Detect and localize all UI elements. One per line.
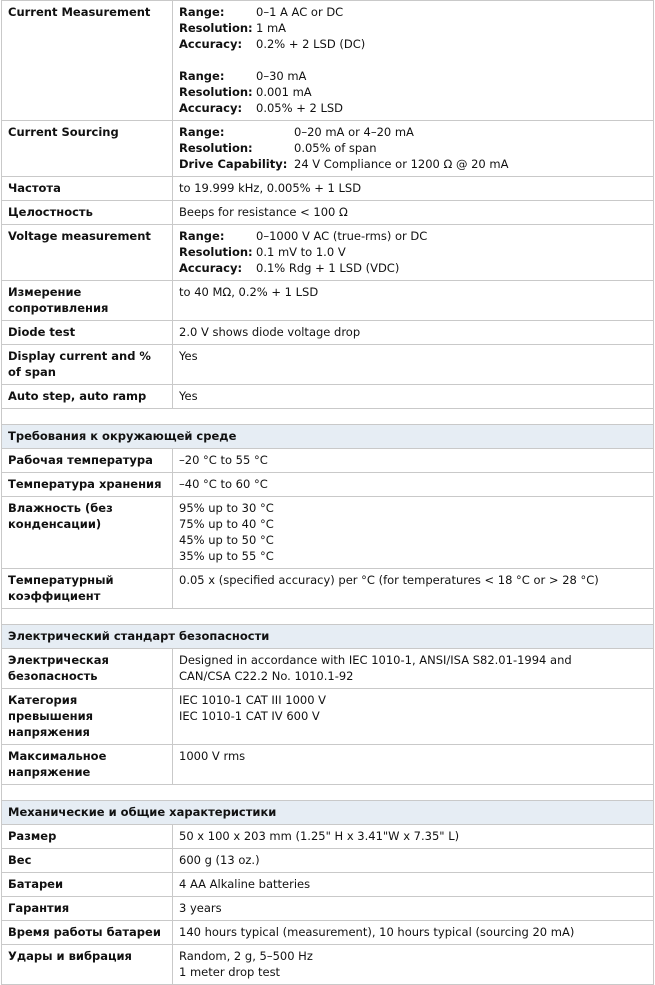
param-value: 0–1000 V AC (true-rms) or DC <box>256 229 428 243</box>
spec-param <box>179 36 647 52</box>
spec-label: Время работы батареи <box>2 921 173 945</box>
spec-value <box>173 473 654 497</box>
value-line: 95% up to 30 °C <box>179 501 274 515</box>
spec-value <box>173 449 654 473</box>
spec-label: Вес <box>2 849 173 873</box>
spec-param <box>179 228 647 244</box>
value-line: 75% up to 40 °C <box>179 517 274 531</box>
value-line: Yes <box>179 389 198 403</box>
spec-param <box>179 84 647 100</box>
spec-param <box>179 68 647 84</box>
spec-row <box>2 873 654 897</box>
spec-label: Частота <box>2 177 173 201</box>
spec-row <box>2 449 654 473</box>
param-key: Drive Capability: <box>179 157 288 171</box>
spec-label: Display current and % of span <box>2 345 173 385</box>
value-line: IEC 1010-1 CAT IV 600 V <box>179 709 320 723</box>
spec-label: Максимальное напряжение <box>2 745 173 785</box>
spec-row <box>2 649 654 689</box>
spec-value <box>173 497 654 569</box>
param-key: Accuracy: <box>179 101 243 115</box>
spec-row <box>2 849 654 873</box>
param-value: 0.1% Rdg + 1 LSD (VDC) <box>256 261 400 275</box>
param-value: 0.1 mV to 1.0 V <box>256 245 346 259</box>
param-key: Resolution: <box>179 85 253 99</box>
spec-param <box>179 20 647 36</box>
spec-table <box>1 0 654 985</box>
spec-label: Категория превышения напряжения <box>2 689 173 745</box>
spec-value <box>173 177 654 201</box>
param-key: Range: <box>179 229 225 243</box>
param-value: 0–30 mA <box>256 69 307 83</box>
spec-label: Current Sourcing <box>2 121 173 177</box>
spec-param <box>179 100 647 116</box>
spec-row <box>2 473 654 497</box>
value-line: Random, 2 g, 5–500 Hz <box>179 949 313 963</box>
spec-value <box>173 825 654 849</box>
spec-value <box>173 569 654 609</box>
spec-row <box>2 321 654 345</box>
spec-row <box>2 345 654 385</box>
section-header <box>2 625 654 649</box>
spec-value <box>173 689 654 745</box>
spec-param <box>179 260 647 276</box>
param-value: 1 mA <box>256 21 287 35</box>
param-value: 0–1 A AC or DC <box>256 5 344 19</box>
spec-value <box>173 745 654 785</box>
spec-label: Электрическая безопасность <box>2 649 173 689</box>
spec-value <box>173 873 654 897</box>
value-line: 600 g (13 oz.) <box>179 853 260 867</box>
spec-label: Температурный коэффициент <box>2 569 173 609</box>
value-line: 140 hours typical (measurement), 10 hours typical (sourcing 20 mA) <box>179 925 575 939</box>
value-line: 4 AA Alkaline batteries <box>179 877 311 891</box>
value-line: Designed in accordance with IEC 1010-1, ANSI/ISA S82.01-1994 and <box>179 653 572 667</box>
value-line: to 40 MΩ, 0.2% + 1 LSD <box>179 285 319 299</box>
section-title: Электрический стандарт безопасности <box>2 625 654 649</box>
spec-value <box>173 945 654 985</box>
spec-param <box>179 156 647 172</box>
spec-value <box>173 897 654 921</box>
param-value: 24 V Compliance or 1200 Ω @ 20 mA <box>294 157 509 171</box>
spec-row <box>2 121 654 177</box>
spec-label: Целостность <box>2 201 173 225</box>
param-key: Accuracy: <box>179 37 243 51</box>
spacer-cell <box>2 409 654 425</box>
spec-label: Auto step, auto ramp <box>2 385 173 409</box>
spec-value <box>173 1 654 121</box>
spec-value <box>173 281 654 321</box>
spec-row <box>2 745 654 785</box>
spec-row <box>2 569 654 609</box>
spec-value <box>173 321 654 345</box>
spec-param <box>179 4 647 20</box>
spec-param <box>179 124 647 140</box>
value-line: Yes <box>179 349 198 363</box>
spec-label: Температура хранения <box>2 473 173 497</box>
value-line: –40 °C to 60 °C <box>179 477 268 491</box>
spec-row <box>2 945 654 985</box>
section-header <box>2 425 654 449</box>
value-line: 35% up to 55 °C <box>179 549 274 563</box>
spacer-cell <box>2 785 654 801</box>
spacer-cell <box>2 609 654 625</box>
param-value: 0.05% of span <box>294 141 377 155</box>
value-line: 3 years <box>179 901 222 915</box>
spec-value <box>173 385 654 409</box>
param-key: Range: <box>179 125 225 139</box>
param-key: Resolution: <box>179 245 253 259</box>
spec-value <box>173 921 654 945</box>
spec-value <box>173 849 654 873</box>
value-line: –20 °C to 55 °C <box>179 453 268 467</box>
spec-row <box>2 1 654 121</box>
spec-row <box>2 225 654 281</box>
section-spacer <box>2 785 654 801</box>
spec-label: Удары и вибрация <box>2 945 173 985</box>
spec-label: Diode test <box>2 321 173 345</box>
section-title: Механические и общие характеристики <box>2 801 654 825</box>
spec-row <box>2 201 654 225</box>
spec-value <box>173 345 654 385</box>
value-line: IEC 1010-1 CAT III 1000 V <box>179 693 327 707</box>
value-line: 1 meter drop test <box>179 965 281 979</box>
value-line: Beeps for resistance < 100 Ω <box>179 205 348 219</box>
value-line: CAN/CSA C22.2 No. 1010.1-92 <box>179 669 354 683</box>
spec-label: Гарантия <box>2 897 173 921</box>
spec-label: Current Measurement <box>2 1 173 121</box>
param-key: Resolution: <box>179 141 253 155</box>
spec-row <box>2 385 654 409</box>
block-gap <box>179 52 647 68</box>
spec-row <box>2 177 654 201</box>
param-value: 0.05% + 2 LSD <box>256 101 344 115</box>
value-line: 45% up to 50 °C <box>179 533 274 547</box>
param-value: 0.2% + 2 LSD (DC) <box>256 37 366 51</box>
spec-param <box>179 244 647 260</box>
section-header <box>2 801 654 825</box>
spec-value <box>173 649 654 689</box>
param-key: Accuracy: <box>179 261 243 275</box>
section-title: Требования к окружающей среде <box>2 425 654 449</box>
param-key: Range: <box>179 69 225 83</box>
spec-label: Voltage measurement <box>2 225 173 281</box>
value-line: 0.05 x (specified accuracy) per °C (for temperatures < 18 °C or > 28 °C) <box>179 573 599 587</box>
value-line: 50 x 100 x 203 mm (1.25" H x 3.41"W x 7.35" L) <box>179 829 460 843</box>
value-line: to 19.999 kHz, 0.005% + 1 LSD <box>179 181 362 195</box>
param-value: 0.001 mA <box>256 85 312 99</box>
param-key: Range: <box>179 5 225 19</box>
param-key: Resolution: <box>179 21 253 35</box>
spec-row <box>2 825 654 849</box>
value-line: 1000 V rms <box>179 749 246 763</box>
spec-label: Влажность (без конденсации) <box>2 497 173 569</box>
spec-value <box>173 121 654 177</box>
spec-value <box>173 225 654 281</box>
spec-label: Размер <box>2 825 173 849</box>
section-spacer <box>2 409 654 425</box>
spec-row <box>2 497 654 569</box>
spec-row <box>2 281 654 321</box>
spec-label: Батареи <box>2 873 173 897</box>
spec-row <box>2 689 654 745</box>
spec-row <box>2 897 654 921</box>
spec-param <box>179 140 647 156</box>
spec-label: Измерение сопротивления <box>2 281 173 321</box>
spec-row <box>2 921 654 945</box>
spec-label: Рабочая температура <box>2 449 173 473</box>
section-spacer <box>2 609 654 625</box>
param-value: 0–20 mA or 4–20 mA <box>294 125 414 139</box>
spec-value <box>173 201 654 225</box>
value-line: 2.0 V shows diode voltage drop <box>179 325 361 339</box>
